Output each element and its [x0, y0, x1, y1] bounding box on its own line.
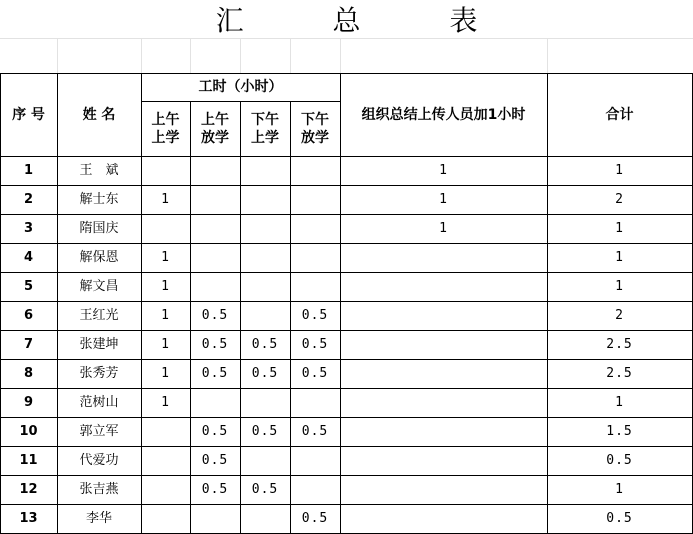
- cell-pm-out[interactable]: [290, 475, 340, 504]
- cell-pm-in[interactable]: [240, 301, 290, 330]
- cell-am-out[interactable]: [190, 156, 240, 185]
- cell-am-out[interactable]: [190, 185, 240, 214]
- cell-total[interactable]: 0.5: [606, 510, 633, 526]
- cell-am-out[interactable]: 0.5: [201, 365, 229, 381]
- cell-extra[interactable]: [340, 359, 547, 388]
- cell-pm-out[interactable]: 0.5: [301, 510, 329, 526]
- cell-pm-in[interactable]: 0.5: [251, 336, 279, 352]
- cell-pm-in[interactable]: 0.5: [251, 481, 279, 497]
- cell-am-out[interactable]: 0.5: [201, 481, 229, 497]
- cell-name[interactable]: 张建坤: [79, 336, 119, 352]
- cell-am-out[interactable]: [190, 214, 240, 243]
- cell-pm-out[interactable]: [290, 185, 340, 214]
- cell-am-out[interactable]: 0.5: [201, 452, 229, 468]
- gridline-vertical: [240, 38, 241, 73]
- cell-seq[interactable]: 10: [19, 423, 38, 439]
- cell-seq[interactable]: 7: [23, 336, 34, 352]
- cell-seq[interactable]: 5: [23, 278, 34, 294]
- cell-am-in[interactable]: [141, 214, 190, 243]
- cell-total[interactable]: 1: [615, 162, 624, 178]
- header-total[interactable]: 合计: [605, 106, 634, 123]
- cell-extra[interactable]: 1: [439, 162, 448, 178]
- cell-pm-in[interactable]: 0.5: [251, 423, 279, 439]
- cell-am-in[interactable]: [141, 475, 190, 504]
- cell-name[interactable]: 王红光: [79, 307, 119, 323]
- cell-seq[interactable]: 6: [23, 307, 34, 323]
- header-hours-group[interactable]: 工时（小时）: [198, 79, 283, 95]
- cell-extra[interactable]: [340, 272, 547, 301]
- cell-seq[interactable]: 1: [23, 162, 34, 178]
- cell-extra[interactable]: [340, 388, 547, 417]
- cell-name[interactable]: 李华: [85, 510, 112, 526]
- cell-am-in[interactable]: 1: [161, 307, 170, 323]
- cell-total[interactable]: 1: [615, 249, 624, 265]
- gridline-vertical: [141, 38, 142, 73]
- header-pm-out[interactable]: 下午 放学: [301, 111, 329, 146]
- cell-pm-out[interactable]: 0.5: [301, 365, 329, 381]
- header-am-out[interactable]: 上午 放学: [201, 111, 229, 146]
- cell-pm-in[interactable]: [240, 388, 290, 417]
- cell-extra[interactable]: 1: [439, 191, 448, 207]
- cell-total[interactable]: 1: [615, 394, 624, 410]
- cell-name[interactable]: 代爱功: [79, 452, 119, 468]
- cell-pm-out[interactable]: [290, 388, 340, 417]
- cell-total[interactable]: 2: [615, 307, 624, 323]
- gridline-vertical: [57, 38, 58, 73]
- gridline-vertical: [547, 38, 548, 73]
- cell-extra[interactable]: [340, 475, 547, 504]
- header-pm-in[interactable]: 下午 上学: [251, 111, 279, 146]
- cell-total[interactable]: 2.5: [606, 336, 633, 352]
- cell-total[interactable]: 1: [615, 481, 624, 497]
- cell-am-in[interactable]: 1: [161, 365, 170, 381]
- cell-pm-in[interactable]: [240, 243, 290, 272]
- cell-total[interactable]: 1: [615, 220, 624, 236]
- cell-total[interactable]: 2: [615, 191, 624, 207]
- cell-am-in[interactable]: 1: [161, 191, 170, 207]
- cell-am-in[interactable]: [141, 417, 190, 446]
- cell-pm-out[interactable]: [290, 446, 340, 475]
- cell-name[interactable]: 解士东: [79, 191, 119, 207]
- cell-total[interactable]: 2.5: [606, 365, 633, 381]
- cell-pm-out[interactable]: [290, 214, 340, 243]
- gridline-vertical: [340, 38, 341, 73]
- cell-am-in[interactable]: 1: [161, 278, 170, 294]
- cell-pm-out[interactable]: [290, 156, 340, 185]
- cell-pm-out[interactable]: [290, 243, 340, 272]
- gridline-horizontal: [0, 38, 693, 39]
- cell-total[interactable]: 0.5: [606, 452, 633, 468]
- cell-name[interactable]: 解保恩: [79, 249, 119, 265]
- header-extra[interactable]: 组织总结上传人员加1小时: [361, 106, 526, 123]
- cell-pm-in[interactable]: [240, 272, 290, 301]
- cell-am-out[interactable]: 0.5: [201, 307, 229, 323]
- cell-am-out[interactable]: [190, 504, 240, 533]
- cell-am-out[interactable]: [190, 272, 240, 301]
- cell-name[interactable]: 范树山: [79, 394, 119, 410]
- cell-am-out[interactable]: 0.5: [201, 423, 229, 439]
- cell-am-in[interactable]: [141, 446, 190, 475]
- cell-extra[interactable]: 1: [439, 220, 448, 236]
- cell-seq[interactable]: 4: [23, 249, 34, 265]
- cell-pm-out[interactable]: 0.5: [301, 307, 329, 323]
- header-seq[interactable]: 序 号: [12, 106, 45, 123]
- sheet-title: 汇 总 表: [215, 4, 518, 37]
- cell-am-in[interactable]: 1: [161, 249, 170, 265]
- cell-extra[interactable]: [340, 301, 547, 330]
- cell-total[interactable]: 1.5: [606, 423, 633, 439]
- cell-am-in[interactable]: 1: [161, 394, 170, 410]
- cell-am-out[interactable]: [190, 388, 240, 417]
- cell-seq[interactable]: 12: [19, 481, 38, 497]
- cell-pm-in[interactable]: [240, 214, 290, 243]
- gridline-vertical: [190, 38, 191, 73]
- cell-pm-in[interactable]: [240, 446, 290, 475]
- cell-pm-in[interactable]: [240, 504, 290, 533]
- cell-extra[interactable]: [340, 330, 547, 359]
- cell-extra[interactable]: [340, 446, 547, 475]
- header-am-in[interactable]: 上午 上学: [151, 111, 180, 146]
- cell-pm-out[interactable]: [290, 272, 340, 301]
- cell-pm-in[interactable]: [240, 185, 290, 214]
- cell-name[interactable]: 郭立军: [79, 423, 119, 439]
- cell-name[interactable]: 张吉燕: [79, 481, 119, 497]
- cell-pm-in[interactable]: 0.5: [251, 365, 279, 381]
- header-name[interactable]: 姓 名: [82, 106, 116, 123]
- cell-am-out[interactable]: 0.5: [201, 336, 229, 352]
- cell-total[interactable]: 1: [615, 278, 624, 294]
- cell-name[interactable]: 隋国庆: [79, 220, 119, 236]
- gridline-vertical: [290, 38, 291, 73]
- cell-name[interactable]: 张秀芳: [79, 365, 119, 381]
- cell-seq[interactable]: 13: [19, 510, 38, 526]
- cell-name[interactable]: 王 斌: [79, 162, 119, 178]
- cell-pm-in[interactable]: [240, 156, 290, 185]
- cell-seq[interactable]: 3: [23, 220, 34, 236]
- cell-am-in[interactable]: 1: [161, 336, 170, 352]
- cell-seq[interactable]: 2: [23, 191, 34, 207]
- cell-name[interactable]: 解文昌: [79, 278, 119, 294]
- cell-pm-out[interactable]: 0.5: [301, 336, 329, 352]
- cell-seq[interactable]: 11: [19, 452, 38, 468]
- cell-extra[interactable]: [340, 243, 547, 272]
- cell-pm-out[interactable]: 0.5: [301, 423, 329, 439]
- cell-seq[interactable]: 9: [23, 394, 34, 410]
- cell-am-out[interactable]: [190, 243, 240, 272]
- cell-am-in[interactable]: [141, 504, 190, 533]
- cell-extra[interactable]: [340, 504, 547, 533]
- cell-am-in[interactable]: [141, 156, 190, 185]
- cell-extra[interactable]: [340, 417, 547, 446]
- cell-seq[interactable]: 8: [23, 365, 34, 381]
